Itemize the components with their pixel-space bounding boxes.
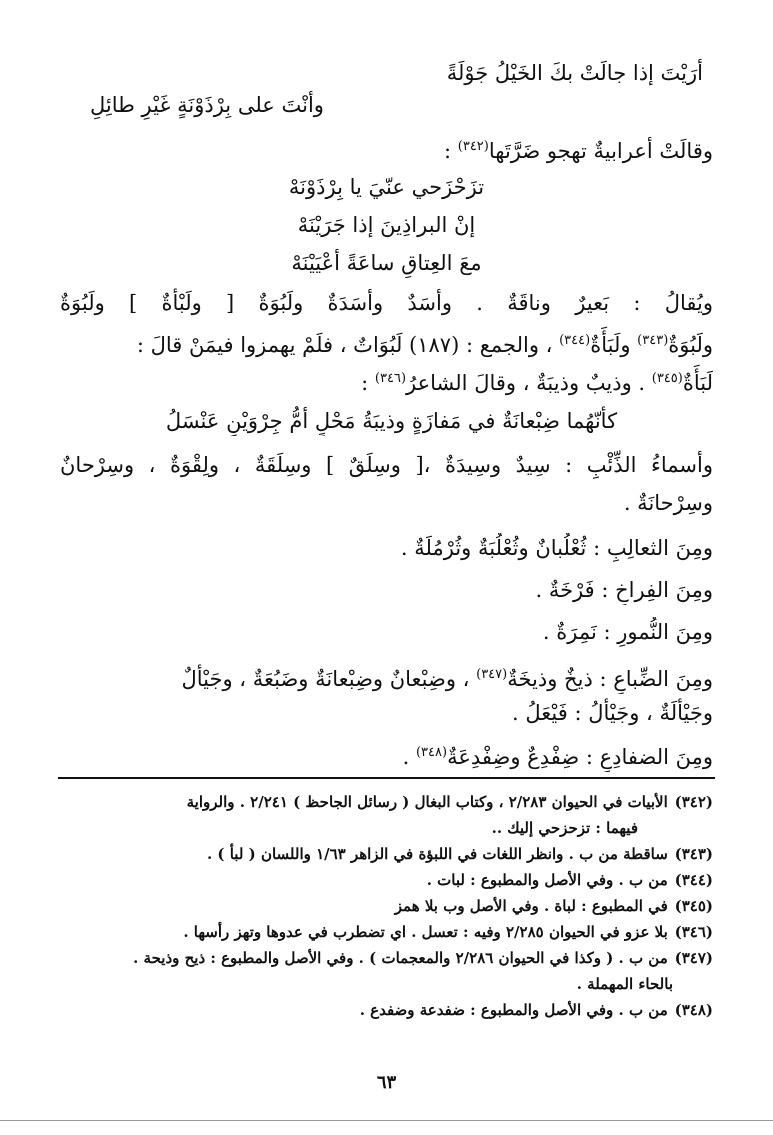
footnote-text: فيهما : تزحزحي إليك .. [491,819,638,837]
verse3: كأنّهُما ضِبْعانَةٌ في مَفازَةٍ وذيبَةُ مَحْلٍ أمُّ جِرْوَيْنِ عَنْسَلُ [165,409,618,433]
footnote-ref-342: (٣٤٢) [457,139,489,154]
footnote-347 [60,946,713,970]
para1-line3 [60,364,713,398]
para2-line1: وأسماءُ الذِّئْبِ : سِيدٌ وسِيدَةٌ ،[ وسِلَقٌ ] وسِلَقَةٌ ، ولِقْوَةٌ ، وسِرْحانٌ [60,453,713,477]
footnote-number: (٣٤٢) [674,793,713,811]
footnote-343 [60,842,713,866]
footnote-ref-348: (٣٤٨) [415,745,448,760]
verse1-second-hemistich: وأنْتَ على بِرْذَوْنَةٍ غَيْرِ طائِلِ [90,93,324,117]
footnote-number: (٣٤٤) [674,871,713,889]
para1-line3-b: . وذيبٌ وذيبَةٌ ، وقالَ الشاعرُ [406,371,652,395]
line-qalat-colon: : [444,139,452,163]
verse2-line2: إنْ البراذِينَ إذا جَرَيْنَهْ [297,213,476,237]
para7-a: ومِنَ الضفادِعِ : ضِفْدِعٌ وضِفْدِعَةٌ [447,745,713,769]
footnote-text: في المطبوع : لباة . وفي الأصل وب بلا همز [394,897,668,915]
para1-line3-c: : [361,371,375,395]
verse2-line1: تزَحْزَحي عنّيَ يا بِرْذَوْنَهْ [288,175,485,199]
para1-line2 [60,326,713,360]
verse2-line3: معَ العِتاقِ ساعَةً أعْيَيْنَهْ [291,251,482,275]
para7-b: . [402,745,416,769]
verse1-first-hemistich: أرَيْتَ إذا جالَتْ بكَ الخَيْلُ جَوْلَةً [446,61,703,85]
footnote-divider [58,777,715,779]
para1-line3-a: لَبَأَةٌ [682,371,713,395]
footnote-number: (٣٤٦) [674,923,713,941]
footnote-ref-346: (٣٤٦) [374,371,407,386]
footnote-number: (٣٤٨) [674,1001,713,1019]
page-number: ٦٣ [376,1072,397,1093]
footnote-text: بلا عزو في الحيوان ٢/٢٨٥ وفيه : تعسل . اي تضطرب في عدوها وتهز رأسها . [183,923,668,941]
footnote-348 [60,998,713,1022]
footnote-342-continued [60,816,638,840]
line-qalat-text: وقالَتْ أعرابيةٌ تهجو ضَرَّتَها [488,139,713,163]
para7 [60,738,713,772]
footnote-text: من ب . وفي الأصل والمطبوع : ضفدعة وضفدع . [359,1001,668,1019]
para1-line2-c: ، والجمع : (١٨٧) لَبُوَاتٌ ، فلَمْ يهمزوا فيمَنْ قالَ : [136,333,560,357]
footnote-text: من ب . وفي الأصل والمطبوع : لبات . [426,871,668,889]
para6-line1 [60,660,713,694]
footnote-number: (٣٤٥) [674,897,713,915]
footnote-342 [60,790,713,814]
footnote-text: من ب . ( وكذا في الحيوان ٢/٢٨٦ والمعجمات ) . وفي الأصل والمطبوع : ذيح وذيحة . [133,949,668,967]
footnote-ref-347: (٣٤٧) [476,667,508,682]
para1-line1: ويُقالُ : بَعيرٌ وناقَةٌ . وأسَدٌ وأسَدَةٌ ولَبُوَةٌ [ ولَبْأَةٌ ] ولَبُوَةٌ [60,291,713,315]
para1-line2-a: ولَبُوَةٌ [668,333,713,357]
page-bottom-edge [0,1120,773,1121]
footnote-346 [60,920,713,944]
para6-line1-b: ، وضِبْعانٌ وضِبْعانَةٌ وضَبُعَةٌ ، وجَيْألٌ [181,667,477,691]
para2-line2: وسِرْحانَةٌ . [623,491,713,515]
footnote-text: الأبيات في الحيوان ٢/٢٨٣ ، وكتاب البغال ( رسائل الجاحظ ) ٢/٢٤١ . والرواية [186,793,668,811]
footnote-number: (٣٤٧) [674,949,713,967]
footnote-ref-345: (٣٤٥) [651,371,683,386]
para6-line2: وجَيْألَةٌ ، وجَيْألُ : فَيْعَلُ . [512,701,713,725]
footnote-ref-344: (٣٤٤) [559,333,591,348]
footnote-number: (٣٤٣) [674,845,713,863]
para4: ومِنَ الفِراخِ : فَرْخَةٌ . [535,578,713,602]
line-qalat [60,132,713,166]
para3: ومِنَ الثعالِبِ : ثُعْلُبانٌ وثُعْلُبَةٌ وثُرْمُلَةٌ . [400,536,713,560]
footnote-345 [60,894,713,918]
para6-line1-a: ومِنَ الضِّباعِ : ذيخٌ وذيخَةٌ [507,667,713,691]
para5: ومِنَ النُّمورِ : نَمِرَةٌ . [542,620,713,644]
para1-line2-b: ولَبَأَةٌ [590,333,638,357]
footnote-344 [60,868,713,892]
footnote-347-continued [60,972,673,996]
footnote-ref-343: (٣٤٣) [637,333,669,348]
footnote-text: بالحاء المهملة . [576,975,673,993]
footnote-text: ساقطة من ب . وانظر اللغات في اللبؤة في الزاهر ١/٦٣ واللسان ( لبأ ) . [206,845,668,863]
